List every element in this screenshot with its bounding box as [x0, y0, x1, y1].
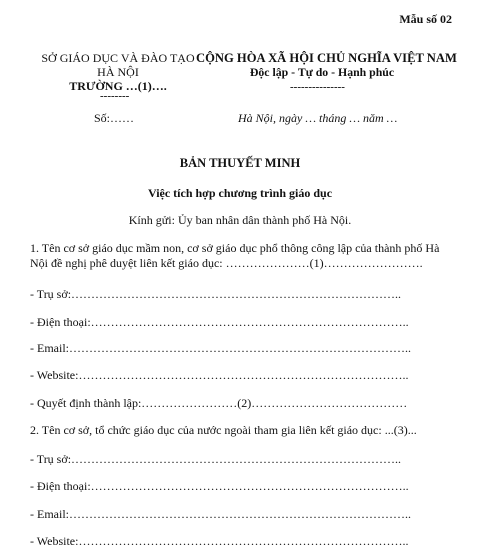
- field-foreign-website: - Website:………………………………………………………………………..: [30, 534, 409, 548]
- authority-name: SỞ GIÁO DỤC VÀ ĐÀO TẠO: [41, 51, 195, 65]
- field-establishment-decision: - Quyết định thành lập:……………………(2)…………………………………: [30, 396, 408, 410]
- field-foreign-office: - Trụ sở:………………………………………………………………………..: [30, 452, 402, 466]
- field-email: - Email:…………………………………………………………………………..: [30, 341, 411, 355]
- national-motto: Độc lập - Tự do - Hạnh phúc: [249, 65, 395, 79]
- form-number: Mẫu số 02: [399, 12, 452, 26]
- recipient: Kính gửi: Ủy ban nhân dân thành phố Hà Nội.: [128, 213, 352, 227]
- field-phone: - Điện thoại:……………………………………………………………………..: [30, 315, 409, 329]
- field-office: - Trụ sở:………………………………………………………………………..: [30, 287, 402, 301]
- place-date: Hà Nội, ngày … tháng … năm …: [238, 111, 398, 125]
- right-divider: ---------------: [290, 81, 345, 93]
- country-name: CỘNG HÒA XÃ HỘI CHỦ NGHĨA VIỆT NAM: [196, 51, 457, 65]
- field-foreign-phone: - Điện thoại:……………………………………………………………………..: [30, 479, 409, 493]
- document-subtitle: Việc tích hợp chương trình giáo dục: [147, 186, 333, 200]
- national-header: [196, 51, 457, 79]
- field-foreign-email: - Email:…………………………………………………………………………..: [30, 507, 411, 521]
- section-1-text: 1. Tên cơ sở giáo dục mầm non, cơ sở giáo dục phổ thông công lập của thành phố Hà Nội đề nghị phê duyệt liên kết giáo dục: …………………(1)…………………….: [30, 241, 440, 270]
- school-name: TRƯỜNG …(1)….: [69, 79, 167, 93]
- left-divider: --------: [100, 90, 130, 102]
- document-number: Số:……: [94, 111, 135, 125]
- section-2-text: 2. Tên cơ sở, tổ chức giáo dục của nước ngoài tham gia liên kết giáo dục: ...(3)...: [30, 423, 417, 437]
- issuing-authority: [38, 51, 198, 93]
- field-website: - Website:………………………………………………………………………..: [30, 368, 409, 382]
- document-title: BẢN THUYẾT MINH: [179, 156, 301, 170]
- authority-city: HÀ NỘI: [97, 65, 139, 79]
